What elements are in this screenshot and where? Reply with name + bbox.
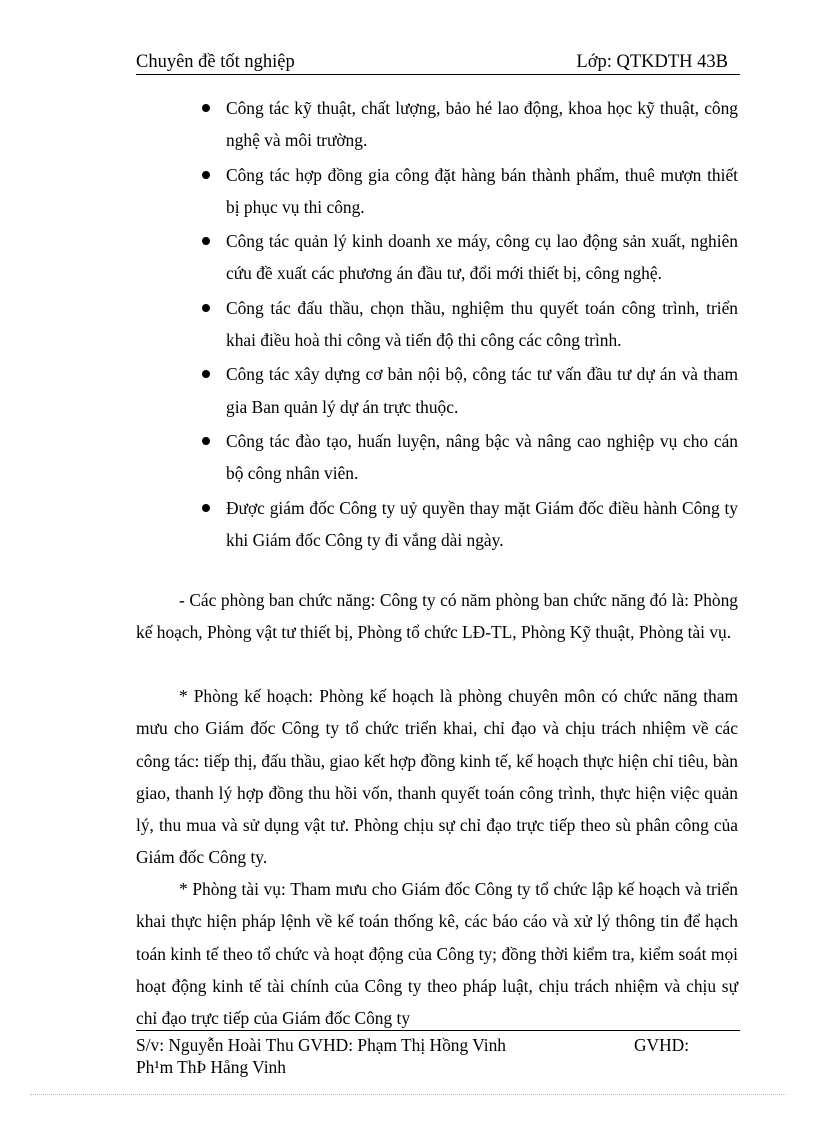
- list-item: Công tác quản lý kinh doanh xe máy, công cụ lao động sản xuất, nghiên cứu đề xuất các phương án đầu tư, đổi mới thiết bị, công nghệ.: [136, 225, 738, 289]
- planning-dept-paragraph: * Phòng kế hoạch: Phòng kế hoạch là phòng chuyên môn có chức năng tham mưu cho Giám đốc Công ty tổ chức triển khai, chỉ đạo và chịu trách nhiệm về các công tác: tiếp thị, đấu thầu, giao kết hợp đồng kinh tế, kế hoạch thực hiện chỉ tiêu, bàn giao, thanh lý hợp đồng thu hồi vốn, thanh quyết toán công trình, thực hiện việc quản lý, thu mua và sử dụng vật tư. Phòng chịu sự chỉ đạo trực tiếp theo sù phân công của Giám đốc Công ty.: [136, 686, 738, 868]
- bullet-icon: [202, 437, 210, 445]
- list-item: Công tác hợp đồng gia công đặt hàng bán thành phẩm, thuê mượn thiết bị phục vụ thi công.: [136, 159, 738, 223]
- finance-dept-paragraph: * Phòng tài vụ: Tham mưu cho Giám đốc Công ty tổ chức lập kế hoạch và triển khai thực hiện pháp lệnh về kế toán thống kê, các báo cáo và xử lý thông tin để hạch toán kinh tế theo tổ chức và hoạt động của Công ty; đồng thời kiểm tra, kiểm soát mọi hoạt động kinh tế tài chính của Công ty theo pháp luật, chịu trách nhiệm và chịu sự chỉ đạo trực tiếp của Giám đốc Công ty: [136, 879, 738, 1029]
- header-class: Lớp: QTKDTH 43B: [576, 52, 728, 72]
- page-header: [136, 50, 740, 75]
- page-footer: [136, 1030, 740, 1078]
- bullet-icon: [202, 171, 210, 179]
- list-item: Công tác đấu thầu, chọn thầu, nghiệm thu quyết toán công trình, triển khai điều hoà thi công và tiến độ thi công các công trình.: [136, 292, 738, 356]
- list-item: Công tác kỹ thuật, chất lượng, bảo hé lao động, khoa học kỹ thuật, công nghệ và môi trường.: [136, 92, 738, 156]
- footer-student: S/v: Nguyễn Hoài Thu GVHD: Phạm Thị Hồng Vinh: [136, 1035, 506, 1055]
- footer-advisor-name: Ph¹m ThÞ Hång Vinh: [136, 1057, 286, 1077]
- page-bottom-divider: [30, 1094, 786, 1095]
- departments-paragraph: - Các phòng ban chức năng: Công ty có năm phòng ban chức năng đó là: Phòng kế hoạch, Phòng vật tư thiết bị, Phòng tổ chức LĐ-TL, Phòng Kỹ thuật, Phòng tài vụ.: [136, 590, 738, 643]
- header-title: Chuyên đề tốt nghiệp: [136, 52, 295, 72]
- list-item: Được giám đốc Công ty uỷ quyền thay mặt Giám đốc điều hành Công ty khi Giám đốc Công ty đi vắng dài ngày.: [136, 492, 738, 556]
- bullet-icon: [202, 104, 210, 112]
- list-item: Công tác xây dựng cơ bản nội bộ, công tác tư vấn đầu tư dự án và tham gia Ban quản lý dự án trực thuộc.: [136, 358, 738, 422]
- bullet-icon: [202, 304, 210, 312]
- list-item: Công tác đào tạo, huấn luyện, nâng bậc và nâng cao nghiệp vụ cho cán bộ công nhân viên.: [136, 425, 738, 489]
- duty-bullet-list: [136, 92, 738, 558]
- bullet-icon: [202, 370, 210, 378]
- bullet-icon: [202, 504, 210, 512]
- footer-gvhd-label: GVHD:: [634, 1035, 690, 1055]
- bullet-icon: [202, 237, 210, 245]
